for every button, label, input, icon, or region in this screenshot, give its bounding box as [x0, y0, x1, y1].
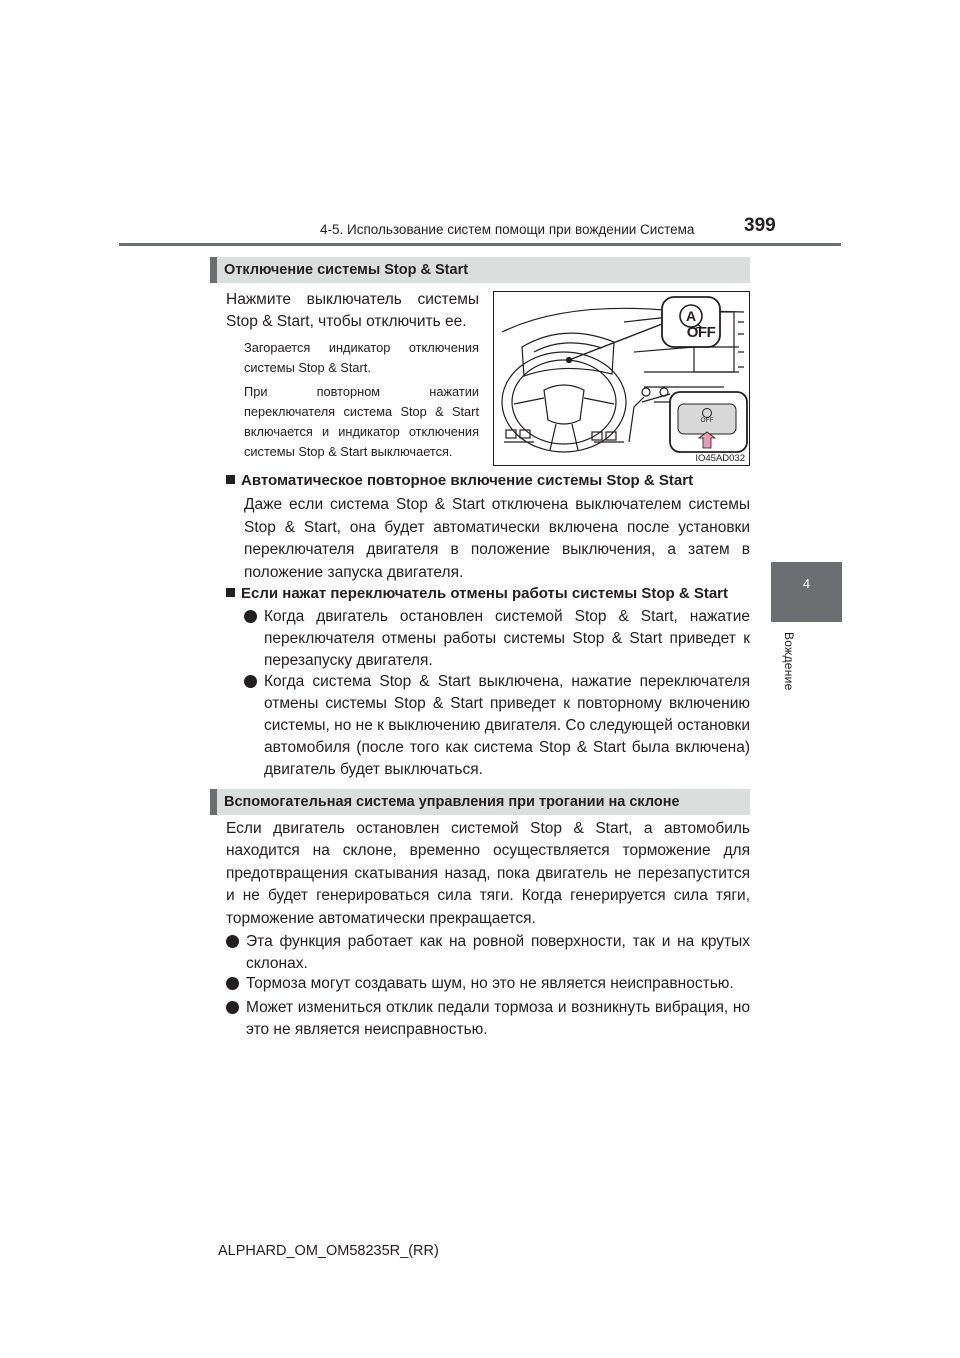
- chapter-number: 4: [802, 576, 811, 591]
- square-bullet-icon: [226, 475, 235, 484]
- section-heading-stop-start-off: Отключение системы Stop & Start: [210, 257, 750, 283]
- svg-text:A: A: [685, 308, 697, 324]
- chapter-label: [770, 632, 810, 692]
- hill-bullet-1-text: Эта функция работает как на ровной поверхности, так и на крутых склонах.: [246, 933, 750, 972]
- hill-bullet-3: [226, 997, 750, 1041]
- bullet-dot-icon: [244, 610, 257, 623]
- figure-code: IO45AD032: [695, 453, 745, 464]
- cancel-bullet-2: [244, 671, 750, 781]
- hill-bullet-2-text: Тормоза могут создавать шум, но это не является неисправностью.: [246, 975, 734, 992]
- intro-line-1: Нажмите выключатель системы: [226, 291, 479, 308]
- cancel-bullet-1: [244, 606, 750, 672]
- subheading-cancel-switch-text: Если нажат переключатель отмены работы системы Stop & Start: [241, 585, 728, 602]
- hill-bullet-2: [226, 973, 750, 995]
- off-label: OFF: [686, 324, 716, 341]
- chapter-tab: [771, 562, 842, 622]
- section-heading-hill-start: Вспомогательная система управления при трогании на склоне: [210, 789, 750, 815]
- intro-line-2: Stop & Start, чтобы отключить ее.: [226, 313, 467, 330]
- note-indicator-off: При повторном нажатии переключателя система Stop & Start включается и индикатор отключения системы Stop & Start выключается.: [244, 384, 479, 459]
- subheading-auto-restart-text: Автоматическое повторное включение системы Stop & Start: [241, 472, 694, 489]
- bullet-dot-icon: [226, 935, 239, 948]
- off-label-small: OFF: [700, 417, 714, 424]
- dashboard-illustration: [493, 291, 750, 466]
- subheading-auto-restart: [226, 472, 693, 489]
- auto-restart-text: Даже если система Stop & Start отключена выключателем системы Stop & Start, она будет автоматически включена после установки переключателя двигателя в положение выключения, а затем в положение запуска двигателя.: [244, 496, 750, 581]
- hill-start-text: Если двигатель остановлен системой Stop & Start, а автомобиль находится на склоне, временно осуществляется торможение для предотвращения скатывания назад, пока двигатель не перезапустится и не будет генерироваться сила тяги. Когда генерируется сила тяги, торможение автоматически прекращается.: [226, 820, 750, 927]
- hill-bullet-1: [226, 931, 750, 975]
- cancel-bullet-1-text: Когда двигатель остановлен системой Stop & Start, нажатие переключателя отмены работы системы Stop & Start приведет к перезапуску двигателя.: [264, 608, 750, 669]
- bullet-dot-icon: [226, 1001, 239, 1014]
- square-bullet-icon: [226, 588, 235, 597]
- chapter-label-text: Вождение: [782, 632, 796, 691]
- document-code: ALPHARD_OM_OM58235R_(RR): [218, 1243, 439, 1259]
- bullet-dot-icon: [244, 675, 257, 688]
- hill-bullet-3-text: Может измениться отклик педали тормоза и возникнуть вибрация, но это не является неисправностью.: [246, 999, 750, 1038]
- header-rule: [119, 243, 841, 246]
- subheading-cancel-switch: [226, 585, 728, 602]
- bullet-dot-icon: [226, 977, 239, 990]
- dashboard-drawing: [494, 292, 750, 466]
- cancel-bullet-2-text: Когда система Stop & Start выключена, нажатие переключателя отмены системы Stop & Start приведет к повторному включению системы, но не к выключению двигателя. Со следующей остановки автомобиля (после того как система Stop & Start была включена) двигатель будет выключаться.: [264, 673, 750, 778]
- page-number: 399: [744, 215, 776, 236]
- note-indicator-on: Загорается индикатор отключения системы Stop & Start.: [244, 340, 479, 375]
- running-header: 4-5. Использование систем помощи при вождении Система: [320, 222, 695, 237]
